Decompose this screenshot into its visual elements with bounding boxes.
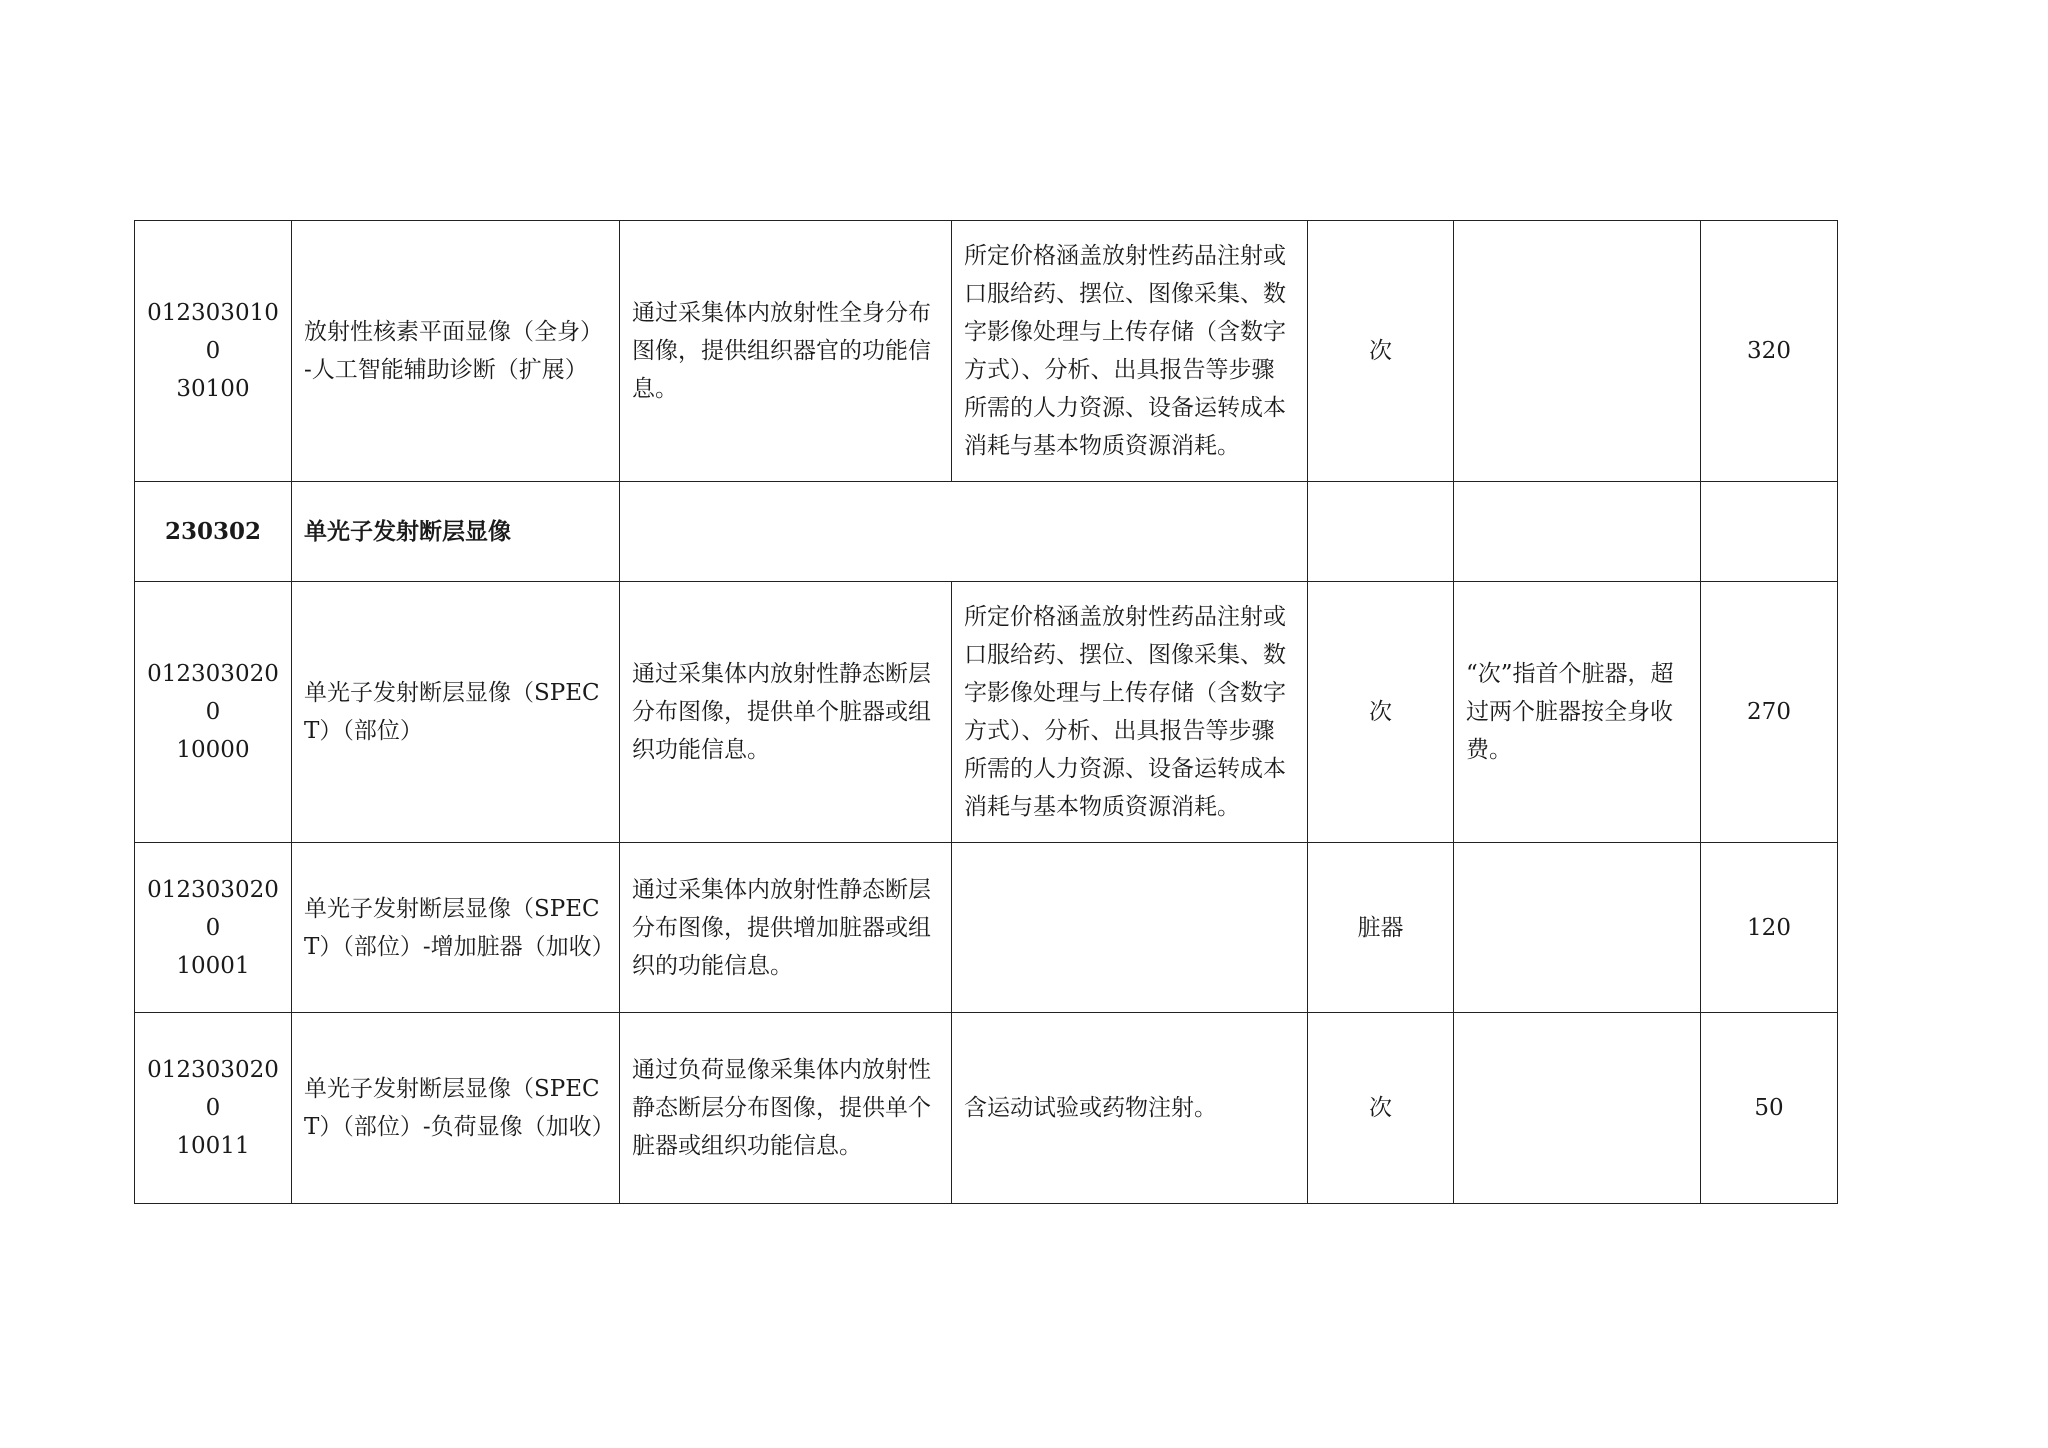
item-code-line: 10001	[176, 952, 250, 979]
item-content: 通过采集体内放射性静态断层分布图像，提供单个脏器或组织功能信息。	[620, 582, 952, 843]
item-code-line: 30100	[176, 376, 250, 402]
item-unit: 次	[1308, 1013, 1454, 1204]
item-name: 放射性核素平面显像（全身）-人工智能辅助诊断（扩展）	[292, 221, 620, 482]
item-includes: 含运动试验或药物注射。	[952, 1013, 1308, 1204]
item-unit: 脏器	[1308, 843, 1454, 1013]
item-content: 通过采集体内放射性静态断层分布图像，提供增加脏器或组织的功能信息。	[620, 843, 952, 1013]
item-code-cell	[135, 221, 292, 482]
item-code-line: 0123030200	[147, 661, 279, 725]
item-code-line: 10000	[176, 737, 250, 763]
item-code-cell	[135, 843, 292, 1013]
item-note: “次”指首个脏器，超过两个脏器按全身收费。	[1454, 582, 1701, 843]
empty-cell	[1701, 482, 1838, 582]
table-row	[135, 843, 1838, 1013]
table-row	[135, 582, 1838, 843]
empty-cell	[1454, 482, 1701, 582]
item-code-line: 0123030100	[147, 300, 279, 364]
category-name: 单光子发射断层显像	[292, 482, 620, 582]
price-table	[134, 220, 1838, 1204]
category-code: 230302	[135, 482, 292, 582]
item-content: 通过负荷显像采集体内放射性静态断层分布图像，提供单个脏器或组织功能信息。	[620, 1013, 952, 1204]
item-price: 120	[1701, 843, 1838, 1013]
item-note	[1454, 221, 1701, 482]
item-includes: 所定价格涵盖放射性药品注射或口服给药、摆位、图像采集、数字影像处理与上传存储（含数字方式）、分析、出具报告等步骤所需的人力资源、设备运转成本消耗与基本物质资源消耗。	[952, 221, 1308, 482]
item-includes: 所定价格涵盖放射性药品注射或口服给药、摆位、图像采集、数字影像处理与上传存储（含数字方式）、分析、出具报告等步骤所需的人力资源、设备运转成本消耗与基本物质资源消耗。	[952, 582, 1308, 843]
category-row	[135, 482, 1838, 582]
item-content: 通过采集体内放射性全身分布图像，提供组织器官的功能信息。	[620, 221, 952, 482]
item-includes	[952, 843, 1308, 1013]
item-price: 50	[1701, 1013, 1838, 1204]
item-price: 320	[1701, 221, 1838, 482]
empty-cell	[620, 482, 1308, 582]
item-name: 单光子发射断层显像（SPECT）（部位）-增加脏器（加收）	[292, 843, 620, 1013]
item-name: 单光子发射断层显像（SPECT）（部位）-负荷显像（加收）	[292, 1013, 620, 1204]
item-note	[1454, 1013, 1701, 1204]
item-code-line: 10011	[176, 1133, 250, 1159]
item-unit: 次	[1308, 582, 1454, 843]
item-note	[1454, 843, 1701, 1013]
item-code-line: 0123030200	[147, 876, 279, 941]
empty-cell	[1308, 482, 1454, 582]
item-price: 270	[1701, 582, 1838, 843]
table-row	[135, 1013, 1838, 1204]
item-code-line: 0123030200	[147, 1057, 279, 1121]
item-name: 单光子发射断层显像（SPECT）（部位）	[292, 582, 620, 843]
item-code-cell	[135, 582, 292, 843]
item-code-cell	[135, 1013, 292, 1204]
table-row	[135, 221, 1838, 482]
item-unit: 次	[1308, 221, 1454, 482]
